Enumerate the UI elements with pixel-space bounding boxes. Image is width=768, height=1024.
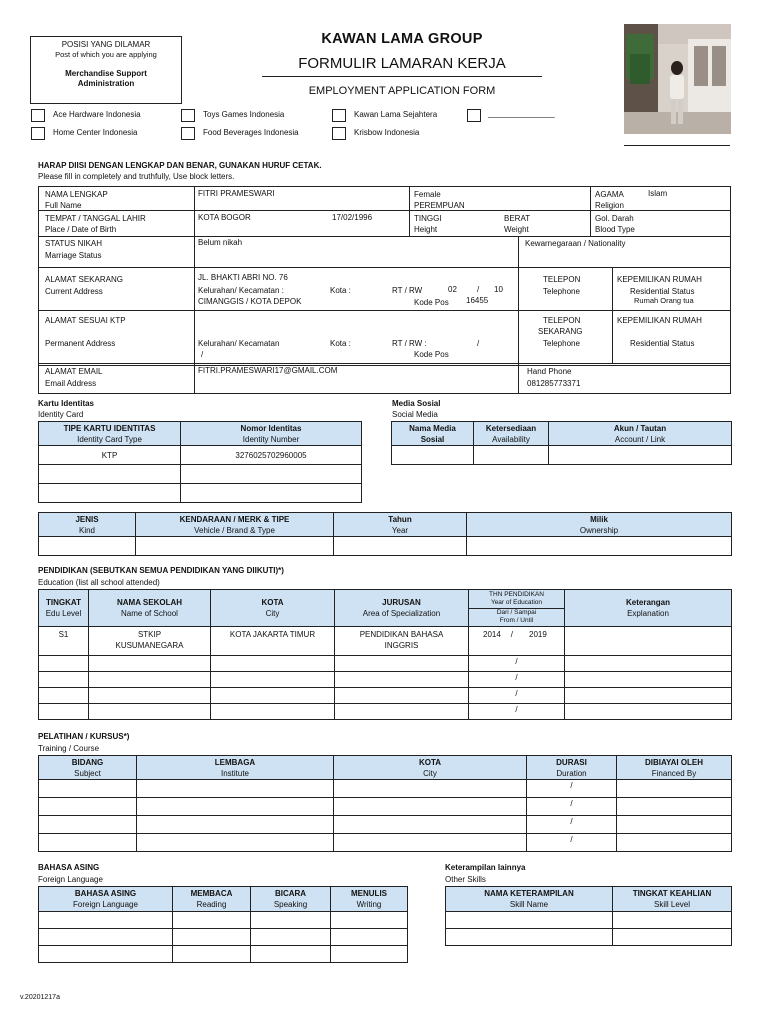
blood-label-en: Blood Type	[595, 225, 635, 234]
full-name-value[interactable]: FITRI PRAMESWARI	[198, 189, 275, 198]
address-rtrw-label: RT / RW	[392, 286, 423, 295]
language-speaking-cell[interactable]	[251, 912, 331, 929]
language-header-reading: MEMBACA Reading	[173, 887, 251, 912]
identity-type-cell[interactable]	[39, 484, 181, 503]
ktp-home-own-label-id: KEPEMILIKAN RUMAH	[617, 316, 702, 325]
edu-city-cell[interactable]	[211, 704, 335, 720]
social-account-cell[interactable]	[549, 446, 732, 465]
religion-label-en: Religion	[595, 201, 624, 210]
training-header-institute: LEMBAGA Institute	[137, 756, 334, 780]
checkbox-toys-games[interactable]	[181, 109, 195, 122]
vehicle-brand-cell[interactable]	[136, 537, 334, 556]
company-label-toys: Toys Games Indonesia	[203, 110, 285, 119]
training-city-cell[interactable]	[334, 816, 527, 834]
gender-label: Female	[414, 190, 441, 199]
ktp-home-own-label-en: Residential Status	[630, 339, 695, 348]
identity-table	[38, 421, 362, 503]
edu-school-cell[interactable]: STKIP KUSUMANEGARA	[89, 627, 211, 656]
edu-major-cell[interactable]	[335, 704, 469, 720]
instructions-en: Please fill in completely and truthfully, Use block letters.	[38, 172, 235, 181]
birth-label-en: Place / Date of Birth	[45, 225, 117, 234]
skills-header-level: TINGKAT KEAHLIAN Skill Level	[613, 887, 732, 912]
edu-level-cell[interactable]	[39, 704, 89, 720]
skill-name-cell[interactable]	[446, 929, 613, 946]
checkbox-krisbow[interactable]	[332, 127, 346, 140]
edu-major-cell[interactable]	[335, 688, 469, 704]
vehicle-header-kind: JENIS Kind	[39, 513, 136, 537]
company-label-kawan-lama: Kawan Lama Sejahtera	[354, 110, 438, 119]
training-institute-cell[interactable]	[137, 816, 334, 834]
training-financed-cell[interactable]	[617, 816, 732, 834]
training-header-financed: DIBIAYAI OLEH Financed By	[617, 756, 732, 780]
vehicle-table	[38, 512, 732, 556]
edu-level-cell[interactable]	[39, 688, 89, 704]
company-label-krisbow: Krisbow Indonesia	[354, 128, 420, 137]
identity-number-cell[interactable]	[181, 484, 362, 503]
edu-major-cell[interactable]: PENDIDIKAN BAHASA INGGRIS	[335, 627, 469, 656]
edu-year-cell[interactable]: /	[469, 656, 565, 672]
phone-label-id: TELEPON	[543, 275, 581, 284]
language-reading-cell[interactable]	[173, 929, 251, 946]
edu-level-cell[interactable]	[39, 672, 89, 688]
phone2-label-l2: SEKARANG	[538, 327, 583, 336]
edu-major-cell[interactable]	[335, 656, 469, 672]
identity-number-cell[interactable]	[181, 465, 362, 484]
company-label-ace: Ace Hardware Indonesia	[53, 110, 141, 119]
language-table	[38, 886, 408, 963]
edu-city-cell[interactable]	[211, 672, 335, 688]
rw-value[interactable]: 10	[494, 285, 503, 294]
identity-header-type: TIPE KARTU IDENTITAS Identity Card Type	[39, 422, 181, 446]
training-city-cell[interactable]	[334, 798, 527, 816]
social-section-en: Social Media	[392, 410, 438, 419]
training-section-id: PELATIHAN / KURSUS*)	[38, 732, 130, 741]
education-section-id: PENDIDIKAN (SEBUTKAN SEMUA PENDIDIKAN YANG DIIKUTI)*)	[38, 566, 284, 575]
identity-type-cell[interactable]	[39, 465, 181, 484]
home-own-label-en: Residential Status	[630, 287, 695, 296]
edu-header-city: KOTA City	[211, 590, 335, 627]
edu-school-cell[interactable]	[89, 672, 211, 688]
name-label-id: NAMA LENGKAP	[45, 190, 108, 199]
social-table	[391, 421, 732, 465]
language-name-cell[interactable]	[39, 929, 173, 946]
ktp-address-label-en: Permanent Address	[45, 339, 116, 348]
height-label-en: Height	[414, 225, 438, 234]
language-name-cell[interactable]	[39, 912, 173, 929]
postcode-label: Kode Pos	[414, 298, 449, 307]
vehicle-header-year: Tahun Year	[334, 513, 467, 537]
training-header-city: KOTA City	[334, 756, 527, 780]
education-section-en: Education (list all school attended)	[38, 578, 160, 587]
edu-year-cell[interactable]: 2014 / 2019	[469, 627, 565, 656]
training-header-duration: DURASI Duration	[527, 756, 617, 780]
checkbox-ace-hardware[interactable]	[31, 109, 45, 122]
vehicle-header-brand: KENDARAAN / MERK & TIPE Vehicle / Brand & Type	[136, 513, 334, 537]
language-name-cell[interactable]	[39, 946, 173, 963]
position-box	[30, 36, 182, 104]
weight-label-id: BERAT	[504, 214, 531, 223]
training-section-en: Training / Course	[38, 744, 100, 753]
edu-note-cell[interactable]	[565, 672, 732, 688]
training-subject-cell[interactable]	[39, 798, 137, 816]
language-section-id: BAHASA ASING	[38, 863, 100, 872]
edu-note-cell[interactable]	[565, 704, 732, 720]
social-section-id: Media Sosial	[392, 399, 441, 408]
edu-city-cell[interactable]: KOTA JAKARTA TIMUR	[211, 627, 335, 656]
training-subject-cell[interactable]	[39, 816, 137, 834]
language-header-speaking: BICARA Speaking	[251, 887, 331, 912]
position-label-id: POSISI YANG DILAMAR	[61, 40, 151, 49]
language-writing-cell[interactable]	[331, 946, 408, 963]
language-writing-cell[interactable]	[331, 912, 408, 929]
address-kel-label: Kelurahan/ Kecamatan :	[198, 286, 284, 295]
gender-value[interactable]: PEREMPUAN	[414, 201, 465, 210]
training-duration-cell[interactable]: /	[527, 834, 617, 852]
company-name: KAWAN LAMA GROUP	[321, 31, 483, 47]
edu-note-cell[interactable]	[565, 627, 732, 656]
skills-table	[445, 886, 732, 946]
phone-label-en: Telephone	[543, 287, 580, 296]
ktp-area-slash: /	[201, 350, 204, 359]
training-financed-cell[interactable]	[617, 834, 732, 852]
edu-year-cell[interactable]: /	[469, 704, 565, 720]
skill-name-cell[interactable]	[446, 912, 613, 929]
religion-label-id: AGAMA	[595, 190, 624, 199]
edu-school-cell[interactable]	[89, 656, 211, 672]
position-label-en: Post of which you are applying	[55, 50, 157, 59]
address-street-value[interactable]: JL. BHAKTI ABRI NO. 76	[198, 273, 288, 282]
edu-header-major: JURUSAN Area of Specialization	[335, 590, 469, 627]
training-table	[38, 755, 732, 852]
phone2-label-en: Telephone	[543, 339, 580, 348]
name-label-en: Full Name	[45, 201, 82, 210]
edu-level-cell[interactable]	[39, 656, 89, 672]
company-label-home-center: Home Center Indonesia	[53, 128, 138, 137]
edu-year-cell[interactable]: /	[469, 672, 565, 688]
ktp-rtrw-label: RT / RW :	[392, 339, 427, 348]
language-speaking-cell[interactable]	[251, 929, 331, 946]
social-header-account: Akun / Tautan Account / Link	[549, 422, 732, 446]
ktp-rtrw-slash: /	[477, 339, 480, 348]
identity-number-cell[interactable]: 3276025702960005	[181, 446, 362, 465]
edu-header-note: Keterangan Explanation	[565, 590, 732, 627]
language-section-en: Foreign Language	[38, 875, 103, 884]
identity-section-id: Kartu Identitas	[38, 399, 95, 408]
religion-value[interactable]: Islam	[648, 189, 668, 198]
vehicle-year-cell[interactable]	[334, 537, 467, 556]
form-version: v.20201217a	[20, 994, 60, 1001]
edu-city-cell[interactable]	[211, 688, 335, 704]
language-header-name: BAHASA ASING Foreign Language	[39, 887, 173, 912]
handphone-label: Hand Phone	[527, 367, 572, 376]
training-duration-cell[interactable]: /	[527, 798, 617, 816]
vehicle-header-ownership: Milik Ownership	[467, 513, 732, 537]
skills-section-en: Other Skills	[445, 875, 486, 884]
nationality-label: Kewarnegaraan / Nationality	[525, 239, 626, 248]
social-name-cell[interactable]	[392, 446, 474, 465]
ktp-kel-label: Kelurahan/ Kecamatan	[198, 339, 280, 348]
training-institute-cell[interactable]	[137, 798, 334, 816]
identity-section-en: Identity Card	[38, 410, 84, 419]
rt-value[interactable]: 02	[448, 285, 457, 294]
social-header-availability: Ketersediaan Availability	[474, 422, 549, 446]
form-title: FORMULIR LAMARAN KERJA	[298, 55, 506, 72]
training-financed-cell[interactable]	[617, 780, 732, 798]
training-subject-cell[interactable]	[39, 834, 137, 852]
checkbox-home-center[interactable]	[31, 127, 45, 140]
training-institute-cell[interactable]	[137, 780, 334, 798]
edu-note-cell[interactable]	[565, 656, 732, 672]
home-own-value[interactable]: Rumah Orang tua	[634, 296, 694, 305]
training-subject-cell[interactable]	[39, 780, 137, 798]
birth-place-value[interactable]: KOTA BOGOR	[198, 213, 251, 222]
edu-header-level: TINGKAT Edu Level	[39, 590, 89, 627]
training-header-subject: BIDANG Subject	[39, 756, 137, 780]
home-own-label-id: KEPEMILIKAN RUMAH	[617, 275, 702, 284]
ktp-postcode-label: Kode Pos	[414, 350, 449, 359]
company-label-food: Food Beverages Indonesia	[203, 128, 299, 137]
weight-label-en: Weight	[504, 225, 529, 234]
skill-level-cell[interactable]	[613, 912, 732, 929]
training-institute-cell[interactable]	[137, 834, 334, 852]
instructions-id: HARAP DIISI DENGAN LENGKAP DAN BENAR, GUNAKAN HURUF CETAK.	[38, 161, 322, 170]
training-financed-cell[interactable]	[617, 798, 732, 816]
postcode-value[interactable]: 16455	[466, 296, 489, 305]
photo-caption-line	[624, 145, 730, 146]
skills-section-id: Keterampilan lainnya	[445, 863, 526, 872]
email-label-id: ALAMAT EMAIL	[45, 367, 103, 376]
edu-city-cell[interactable]	[211, 656, 335, 672]
edu-major-cell[interactable]	[335, 672, 469, 688]
position-value-line2[interactable]: Administration	[77, 79, 135, 88]
training-duration-cell[interactable]: /	[527, 780, 617, 798]
handphone-value[interactable]: 081285773371	[527, 379, 581, 388]
language-speaking-cell[interactable]	[251, 946, 331, 963]
address-kota-label: Kota :	[330, 286, 351, 295]
ktp-kota-label: Kota :	[330, 339, 351, 348]
training-city-cell[interactable]	[334, 834, 527, 852]
language-header-writing: MENULIS Writing	[331, 887, 408, 912]
identity-header-number: Nomor Identitas Identity Number	[181, 422, 362, 446]
email-value[interactable]: FITRI.PRAMESWARI17@GMAIL.COM	[198, 366, 338, 375]
checkbox-kawan-lama[interactable]	[332, 109, 346, 122]
social-availability-cell[interactable]	[474, 446, 549, 465]
address-area-value[interactable]: CIMANGGIS / KOTA DEPOK	[198, 297, 302, 306]
ktp-address-label-id: ALAMAT SESUAI KTP	[45, 316, 126, 325]
height-label-id: TINGGI	[414, 214, 442, 223]
skill-level-cell[interactable]	[613, 929, 732, 946]
checkbox-other-company[interactable]	[467, 109, 481, 122]
edu-level-cell[interactable]: S1	[39, 627, 89, 656]
education-table	[38, 589, 732, 720]
blood-label-id: Gol. Darah	[595, 214, 634, 223]
skills-header-name: NAMA KETERAMPILAN Skill Name	[446, 887, 613, 912]
edu-note-cell[interactable]	[565, 688, 732, 704]
vehicle-ownership-cell[interactable]	[467, 537, 732, 556]
email-label-en: Email Address	[45, 379, 97, 388]
title-divider	[262, 76, 542, 77]
edu-school-cell[interactable]	[89, 704, 211, 720]
other-company-blank[interactable]: _______________	[488, 109, 555, 118]
position-value-line1[interactable]: Merchandise Support	[65, 69, 147, 78]
vehicle-kind-cell[interactable]	[39, 537, 136, 556]
social-header-name: Nama Media Sosial	[392, 422, 474, 446]
language-writing-cell[interactable]	[331, 929, 408, 946]
birth-date-value[interactable]: 17/02/1996	[332, 213, 373, 222]
rt-rw-slash: /	[477, 285, 480, 294]
edu-header-year: THN PENDIDIKAN Year of Education Dari / Sampai From / Until	[469, 590, 565, 627]
edu-school-cell[interactable]	[89, 688, 211, 704]
marital-value[interactable]: Belum nikah	[198, 238, 243, 247]
birth-label-id: TEMPAT / TANGGAL LAHIR	[45, 214, 146, 223]
training-duration-cell[interactable]: /	[527, 816, 617, 834]
edu-header-school: NAMA SEKOLAH Name of School	[89, 590, 211, 627]
identity-type-cell[interactable]: KTP	[39, 446, 181, 465]
form-subtitle: EMPLOYMENT APPLICATION FORM	[308, 85, 496, 97]
phone2-label-l1: TELEPON	[543, 316, 581, 325]
language-reading-cell[interactable]	[173, 912, 251, 929]
applicant-photo	[624, 24, 731, 134]
checkbox-food-beverages[interactable]	[181, 127, 195, 140]
training-city-cell[interactable]	[334, 780, 527, 798]
marital-label-id: STATUS NIKAH	[45, 239, 103, 248]
address-label-id: ALAMAT SEKARANG	[45, 275, 123, 284]
edu-year-cell[interactable]: /	[469, 688, 565, 704]
language-reading-cell[interactable]	[173, 946, 251, 963]
address-label-en: Current Address	[45, 287, 103, 296]
marital-label-en: Marriage Status	[45, 251, 102, 260]
